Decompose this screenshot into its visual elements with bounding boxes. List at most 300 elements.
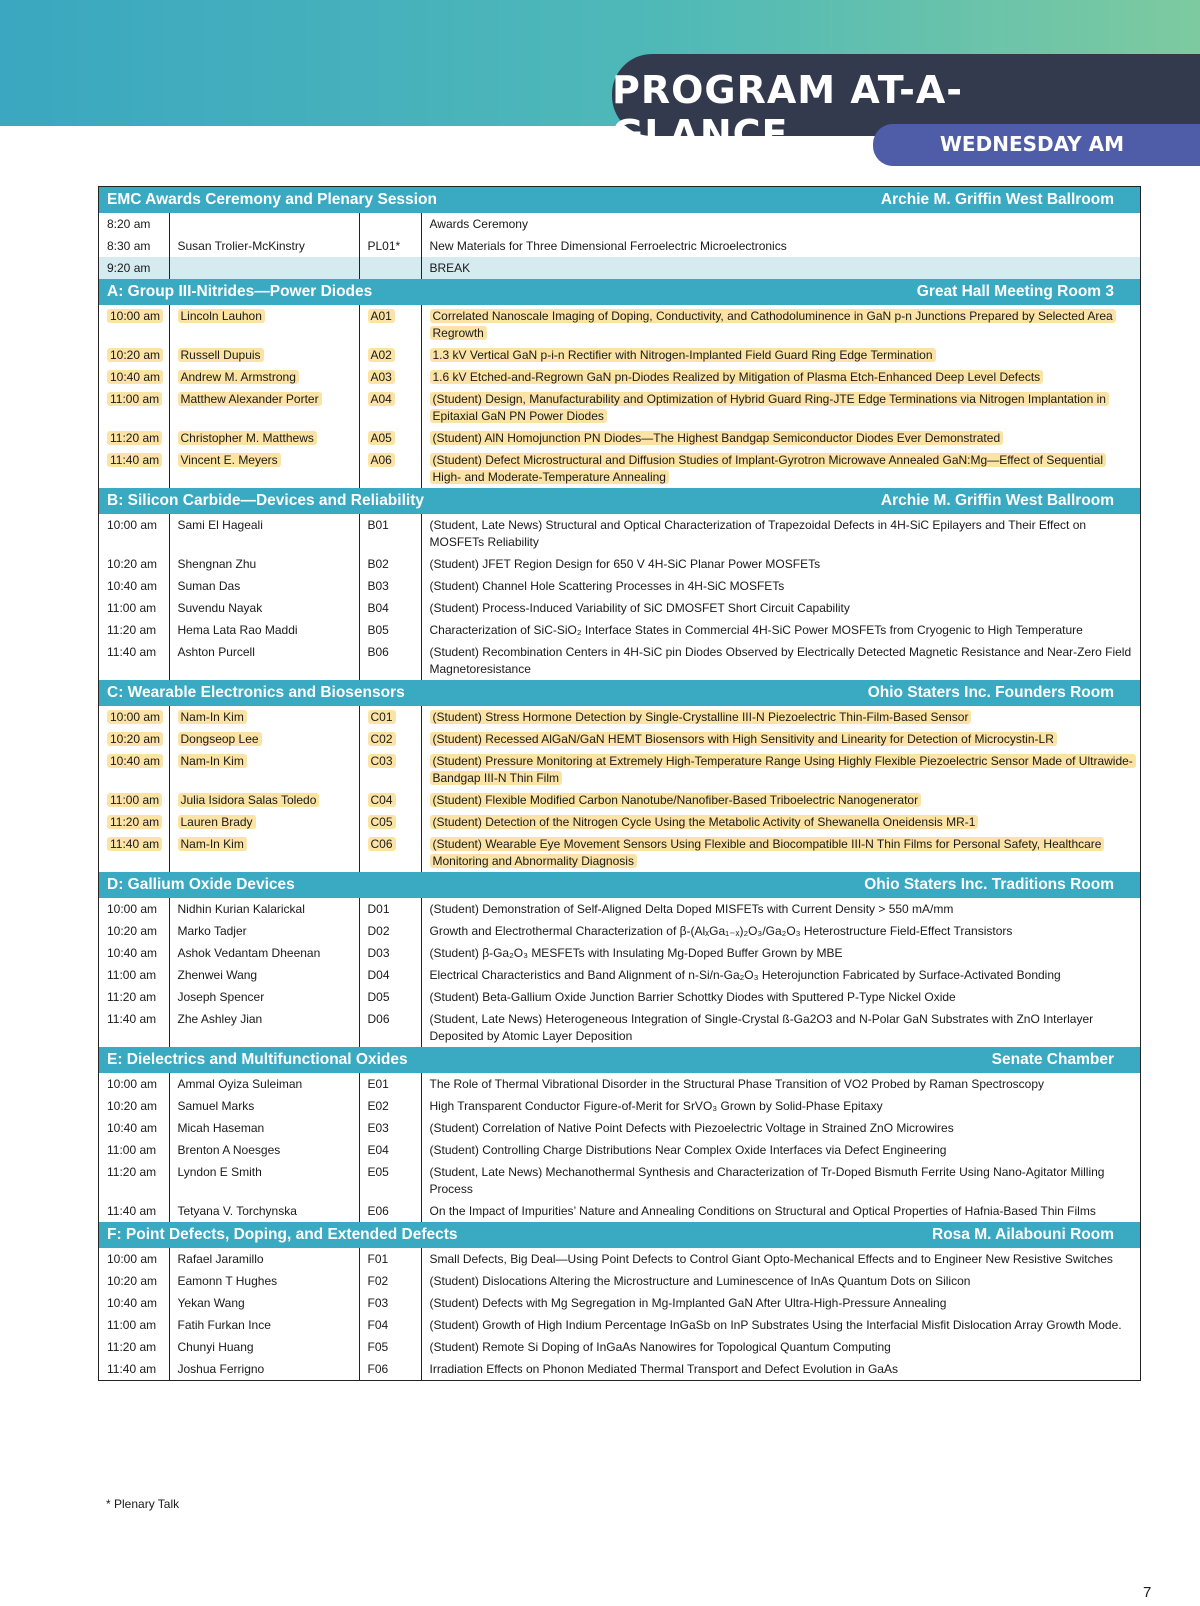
page-number: 7	[1143, 1584, 1152, 1601]
presenter-cell	[169, 575, 359, 597]
table-row	[99, 388, 1140, 427]
time-cell	[99, 1161, 169, 1200]
session-header	[99, 279, 1140, 305]
presenter-cell	[169, 1270, 359, 1292]
time-cell	[99, 750, 169, 789]
time-cell	[99, 920, 169, 942]
title-cell-text: (Student) Remote Si Doping of InGaAs Nanowires for Topological Quantum Computing	[429, 1339, 891, 1354]
title-cell-text: (Student) Recombination Centers in 4H-SiC pin Diodes Observed by Electrically Detected Magnetic Resistance and Near-Zero Field Magnetoresistance	[429, 644, 1132, 676]
time-cell-text: 11:40 am	[107, 644, 157, 659]
code-cell	[359, 898, 421, 920]
presenter-cell	[169, 1336, 359, 1358]
code-cell	[359, 750, 421, 789]
code-cell	[359, 235, 421, 257]
time-cell	[99, 235, 169, 257]
presenter-cell	[169, 597, 359, 619]
table-row	[99, 1073, 1140, 1095]
time-cell	[99, 833, 169, 872]
session-table	[99, 1248, 1140, 1380]
time-cell-text: 10:00 am	[107, 901, 158, 916]
session-room: Archie M. Griffin West Ballroom	[880, 191, 1114, 208]
title-cell-text: Awards Ceremony	[429, 216, 528, 231]
code-cell	[359, 920, 421, 942]
table-row	[99, 728, 1140, 750]
presenter-cell	[169, 366, 359, 388]
code-cell	[359, 1139, 421, 1161]
presenter-cell-text: Matthew Alexander Porter	[178, 392, 322, 406]
title-cell-text: (Student) Beta-Gallium Oxide Junction Barrier Schottky Diodes with Sputtered P-Type Nickel Oxide	[429, 989, 956, 1004]
code-cell-text: C03	[368, 754, 396, 768]
title-cell-text: (Student) Process-Induced Variability of SiC DMOSFET Short Circuit Capability	[429, 600, 850, 615]
time-cell	[99, 344, 169, 366]
code-cell-text: E03	[367, 1120, 389, 1135]
table-row	[99, 920, 1140, 942]
code-cell	[359, 366, 421, 388]
code-cell-text: F04	[367, 1317, 389, 1332]
presenter-cell-text: Nam-In Kim	[178, 754, 247, 768]
table-row	[99, 1248, 1140, 1270]
table-row	[99, 811, 1140, 833]
table-row	[99, 1270, 1140, 1292]
time-cell	[99, 619, 169, 641]
title-cell	[421, 597, 1140, 619]
title-cell-text: (Student) Correlation of Native Point Defects with Piezoelectric Voltage in Strained ZnO Microwires	[429, 1120, 954, 1135]
code-cell	[359, 575, 421, 597]
presenter-cell	[169, 964, 359, 986]
presenter-cell-text: Nam-In Kim	[178, 710, 247, 724]
code-cell-text: F06	[367, 1361, 389, 1376]
presenter-cell-text: Fatih Furkan Ince	[177, 1317, 271, 1332]
code-cell	[359, 1270, 421, 1292]
presenter-cell-text: Zhenwei Wang	[177, 967, 258, 982]
session-header	[99, 680, 1140, 706]
code-cell	[359, 789, 421, 811]
presenter-cell	[169, 920, 359, 942]
code-cell-text: C06	[368, 837, 396, 851]
title-cell-text: (Student) Growth of High Indium Percentage InGaSb on InP Substrates Using the Interfacial Misfit Dislocation Array Growth Mode.	[429, 1317, 1122, 1332]
code-cell	[359, 942, 421, 964]
table-row	[99, 344, 1140, 366]
code-cell	[359, 514, 421, 553]
title-cell-text: Irradiation Effects on Phonon Mediated Thermal Transport and Defect Evolution in GaAs	[429, 1361, 898, 1376]
title-cell	[421, 1292, 1140, 1314]
title-cell-text: (Student) Design, Manufacturability and Optimization of Hybrid Guard Ring-JTE Edge Terminations via Nitrogen Implantation in Epitaxial GaN PN Power Diodes	[430, 392, 1109, 423]
time-cell-text: 10:20 am	[107, 1098, 158, 1113]
title-cell-text: (Student) Defects with Mg Segregation in Mg-Implanted GaN After Ultra-High-Pressure Annealing	[429, 1295, 947, 1310]
title-cell	[421, 706, 1140, 728]
session-name: A: Group III-Nitrides—Power Diodes	[107, 283, 373, 300]
table-row	[99, 1008, 1140, 1047]
session-header	[99, 488, 1140, 514]
presenter-cell-text: Yekan Wang	[177, 1295, 245, 1310]
presenter-cell-text: Joseph Spencer	[177, 989, 265, 1004]
code-cell	[359, 553, 421, 575]
title-cell-text: (Student) Detection of the Nitrogen Cycle Using the Metabolic Activity of Shewanella Oneidensis MR-1	[430, 815, 979, 829]
session-name: E: Dielectrics and Multifunctional Oxides	[107, 1051, 408, 1068]
session-room: Senate Chamber	[991, 1051, 1114, 1068]
time-cell	[99, 257, 169, 279]
title-cell-text: New Materials for Three Dimensional Ferroelectric Microelectronics	[429, 238, 787, 253]
presenter-cell	[169, 1117, 359, 1139]
session-table	[99, 898, 1140, 1047]
table-row	[99, 1139, 1140, 1161]
code-cell	[359, 388, 421, 427]
title-cell-text: (Student) Flexible Modified Carbon Nanotube/Nanofiber-Based Triboelectric Nanogenerator	[430, 793, 922, 807]
session-table	[99, 305, 1140, 488]
session-header	[99, 872, 1140, 898]
title-cell-text: 1.3 kV Vertical GaN p-i-n Rectifier with Nitrogen-Implanted Field Guard Ring Edge Termination	[430, 348, 936, 362]
presenter-cell	[169, 811, 359, 833]
presenter-cell-text: Lincoln Lauhon	[178, 309, 265, 323]
time-cell	[99, 1336, 169, 1358]
title-cell	[421, 964, 1140, 986]
title-cell	[421, 1073, 1140, 1095]
table-row	[99, 833, 1140, 872]
presenter-cell-text: Samuel Marks	[177, 1098, 255, 1113]
code-cell	[359, 1008, 421, 1047]
time-cell	[99, 789, 169, 811]
title-cell-text: (Student) Wearable Eye Movement Sensors Using Flexible and Biocompatible III-N Thin Films for Personal Safety, Healthcare Monitoring and Abnormality Diagnosis	[430, 837, 1105, 868]
presenter-cell	[169, 1314, 359, 1336]
title-cell	[421, 213, 1140, 235]
title-cell-text: (Student, Late News) Structural and Optical Characterization of Trapezoidal Defects in 4H-SiC Epilayers and Their Effect on MOSFETs Reliability	[429, 517, 1087, 549]
code-cell-text: C01	[368, 710, 396, 724]
time-cell	[99, 942, 169, 964]
time-cell-text: 11:20 am	[107, 431, 162, 445]
time-cell	[99, 986, 169, 1008]
time-cell-text: 10:40 am	[107, 578, 158, 593]
time-cell-text: 10:40 am	[107, 370, 163, 384]
title-cell	[421, 575, 1140, 597]
presenter-cell	[169, 1073, 359, 1095]
title-cell	[421, 986, 1140, 1008]
presenter-cell-text: Joshua Ferrigno	[177, 1361, 265, 1376]
session-table	[99, 706, 1140, 872]
presenter-cell	[169, 1095, 359, 1117]
code-cell	[359, 427, 421, 449]
code-cell	[359, 641, 421, 680]
table-row	[99, 706, 1140, 728]
presenter-cell-text: Andrew M. Armstrong	[178, 370, 299, 384]
title-cell	[421, 728, 1140, 750]
title-cell-text: Small Defects, Big Deal—Using Point Defects to Control Giant Opto-Mechanical Effects and to Engineer New Resistive Switches	[429, 1251, 1113, 1266]
time-cell-text: 10:20 am	[107, 732, 163, 746]
table-row	[99, 789, 1140, 811]
time-cell	[99, 1117, 169, 1139]
code-cell-text: A05	[368, 431, 395, 445]
title-cell-text: (Student) β-Ga₂O₃ MESFETs with Insulating Mg-Doped Buffer Grown by MBE	[429, 945, 843, 960]
code-cell-text: F01	[367, 1251, 389, 1266]
code-cell-text: B02	[367, 556, 389, 571]
time-cell	[99, 706, 169, 728]
table-row	[99, 1292, 1140, 1314]
title-cell-text: (Student) Recessed AlGaN/GaN HEMT Biosensors with High Sensitivity and Linearity for Detection of Microcystin-LR	[430, 732, 1057, 746]
title-cell	[421, 1248, 1140, 1270]
time-cell	[99, 427, 169, 449]
page-subtitle: WEDNESDAY AM	[939, 132, 1124, 156]
title-cell-text: (Student) Defect Microstructural and Diffusion Studies of Implant-Gyrotron Microwave Annealed GaN:Mg—Effect of Sequential High- and Moderate-Temperature Annealing	[430, 453, 1107, 484]
code-cell	[359, 213, 421, 235]
session-table	[99, 514, 1140, 680]
time-cell-text: 11:00 am	[107, 1142, 157, 1157]
time-cell-text: 10:00 am	[107, 517, 158, 532]
time-cell	[99, 1200, 169, 1222]
session-header	[99, 1047, 1140, 1073]
session-room: Great Hall Meeting Room 3	[916, 283, 1114, 300]
title-cell	[421, 1358, 1140, 1380]
code-cell	[359, 811, 421, 833]
presenter-cell-text: Sami El Hageali	[177, 517, 263, 532]
code-cell	[359, 986, 421, 1008]
time-cell	[99, 1292, 169, 1314]
time-cell-text: 10:00 am	[107, 710, 163, 724]
code-cell-text: D02	[367, 923, 390, 938]
code-cell-text: A06	[368, 453, 395, 467]
time-cell-text: 11:20 am	[107, 989, 157, 1004]
code-cell-text: E02	[367, 1098, 389, 1113]
presenter-cell	[169, 213, 359, 235]
presenter-cell	[169, 1008, 359, 1047]
presenter-cell-text: Christopher M. Matthews	[178, 431, 317, 445]
presenter-cell-text: Vincent E. Meyers	[178, 453, 281, 467]
table-row	[99, 1314, 1140, 1336]
code-cell-text: A03	[368, 370, 395, 384]
title-cell-text: (Student) AlN Homojunction PN Diodes—The Highest Bandgap Semiconductor Diodes Ever Demonstrated	[430, 431, 1004, 445]
session-room: Rosa M. Ailabouni Room	[932, 1226, 1114, 1243]
time-cell-text: 10:00 am	[107, 1076, 158, 1091]
presenter-cell-text: Dongseop Lee	[178, 732, 262, 746]
time-cell	[99, 366, 169, 388]
schedule-table	[98, 186, 1141, 1381]
time-cell	[99, 449, 169, 488]
time-cell-text: 11:00 am	[107, 967, 157, 982]
code-cell	[359, 728, 421, 750]
code-cell	[359, 1292, 421, 1314]
code-cell-text: C05	[368, 815, 396, 829]
time-cell	[99, 1314, 169, 1336]
title-cell	[421, 811, 1140, 833]
time-cell-text: 10:40 am	[107, 754, 163, 768]
presenter-cell-text: Susan Trolier-McKinstry	[177, 238, 305, 253]
title-cell	[421, 641, 1140, 680]
presenter-cell-text: Rafael Jaramillo	[177, 1251, 264, 1266]
title-cell-text: (Student) Controlling Charge Distributions Near Complex Oxide Interfaces via Defect Engineering	[429, 1142, 947, 1157]
title-cell	[421, 427, 1140, 449]
title-cell	[421, 920, 1140, 942]
presenter-cell	[169, 235, 359, 257]
presenter-cell	[169, 388, 359, 427]
title-cell	[421, 553, 1140, 575]
code-cell-text: B03	[367, 578, 389, 593]
code-cell	[359, 1095, 421, 1117]
presenter-cell-text: Hema Lata Rao Maddi	[177, 622, 298, 637]
code-cell-text: B06	[367, 644, 389, 659]
time-cell	[99, 811, 169, 833]
time-cell-text: 11:00 am	[107, 392, 162, 406]
time-cell	[99, 213, 169, 235]
code-cell-text: B01	[367, 517, 389, 532]
title-cell	[421, 789, 1140, 811]
title-cell	[421, 235, 1140, 257]
code-cell-text: E05	[367, 1164, 389, 1179]
session-table	[99, 1073, 1140, 1222]
table-row	[99, 575, 1140, 597]
presenter-cell-text: Brenton A Noesges	[177, 1142, 281, 1157]
time-cell-text: 11:20 am	[107, 622, 157, 637]
time-cell	[99, 1139, 169, 1161]
time-cell	[99, 1008, 169, 1047]
time-cell	[99, 597, 169, 619]
presenter-cell-text: Eamonn T Hughes	[177, 1273, 278, 1288]
presenter-cell-text: Russell Dupuis	[178, 348, 264, 362]
code-cell-text: B04	[367, 600, 389, 615]
code-cell-text: F05	[367, 1339, 389, 1354]
time-cell-text: 11:40 am	[107, 1361, 157, 1376]
table-row	[99, 1161, 1140, 1200]
title-cell	[421, 750, 1140, 789]
time-cell-text: 10:20 am	[107, 348, 163, 362]
title-cell-text: Electrical Characteristics and Band Alignment of n-Si/n-Ga₂O₃ Heterojunction Fabricated by Surface-Activated Bonding	[429, 967, 1061, 982]
title-cell-text: (Student) Demonstration of Self-Aligned Delta Doped MISFETs with Current Density > 550 mA/mm	[429, 901, 954, 916]
table-row	[99, 235, 1140, 257]
session-room: Ohio Staters Inc. Founders Room	[867, 684, 1114, 701]
presenter-cell	[169, 305, 359, 344]
code-cell	[359, 964, 421, 986]
code-cell-text: A02	[368, 348, 395, 362]
title-cell	[421, 388, 1140, 427]
time-cell	[99, 575, 169, 597]
title-cell-text: (Student) Pressure Monitoring at Extremely High-Temperature Range Using Highly Flexible Piezoelectric Sensor Made of Ultrawide-Bandgap III-N Thin Film	[430, 754, 1136, 785]
time-cell-text: 11:20 am	[107, 1339, 157, 1354]
presenter-cell-text: Shengnan Zhu	[177, 556, 257, 571]
session-room: Archie M. Griffin West Ballroom	[880, 492, 1114, 509]
title-cell	[421, 1117, 1140, 1139]
code-cell	[359, 706, 421, 728]
time-cell-text: 11:00 am	[107, 600, 157, 615]
presenter-cell	[169, 514, 359, 553]
table-row	[99, 553, 1140, 575]
title-cell	[421, 1139, 1140, 1161]
presenter-cell	[169, 833, 359, 872]
code-cell-text: A04	[368, 392, 395, 406]
presenter-cell	[169, 553, 359, 575]
time-cell-text: 9:20 am	[107, 260, 151, 275]
footnote: * Plenary Talk	[106, 1497, 180, 1511]
title-cell-text: (Student) Stress Hormone Detection by Single-Crystalline III-N Piezoelectric Thin-Film-Based Sensor	[430, 710, 972, 724]
title-cell-text: On the Impact of Impurities’ Nature and Annealing Conditions on Structural and Optical Properties of Hafnia-Based Thin Films	[429, 1203, 1096, 1218]
table-row	[99, 619, 1140, 641]
code-cell	[359, 1161, 421, 1200]
code-cell-text: D04	[367, 967, 390, 982]
table-row	[99, 213, 1140, 235]
presenter-cell	[169, 942, 359, 964]
code-cell-text: E06	[367, 1203, 389, 1218]
title-cell-text: Correlated Nanoscale Imaging of Doping, Conductivity, and Cathodoluminence in GaN p-n Junctions Prepared by Selected Area Regrowth	[430, 309, 1116, 340]
title-cell	[421, 619, 1140, 641]
session-name: B: Silicon Carbide—Devices and Reliability	[107, 492, 424, 509]
code-cell	[359, 305, 421, 344]
title-cell	[421, 942, 1140, 964]
table-row	[99, 1336, 1140, 1358]
session-name: EMC Awards Ceremony and Plenary Session	[107, 191, 437, 208]
code-cell	[359, 1314, 421, 1336]
title-cell	[421, 344, 1140, 366]
code-cell	[359, 1117, 421, 1139]
presenter-cell-text: Micah Haseman	[177, 1120, 265, 1135]
time-cell-text: 10:40 am	[107, 945, 158, 960]
title-cell	[421, 1314, 1140, 1336]
title-cell	[421, 449, 1140, 488]
time-cell-text: 10:40 am	[107, 1120, 158, 1135]
time-cell-text: 10:20 am	[107, 556, 158, 571]
presenter-cell	[169, 728, 359, 750]
code-cell-text: D06	[367, 1011, 390, 1026]
presenter-cell-text: Ashton Purcell	[177, 644, 255, 659]
code-cell-text: D05	[367, 989, 390, 1004]
code-cell	[359, 1073, 421, 1095]
title-cell	[421, 514, 1140, 553]
time-cell	[99, 305, 169, 344]
table-row	[99, 750, 1140, 789]
code-cell	[359, 1336, 421, 1358]
table-row	[99, 449, 1140, 488]
code-cell	[359, 833, 421, 872]
presenter-cell	[169, 1358, 359, 1380]
code-cell-text: C04	[368, 793, 396, 807]
presenter-cell	[169, 641, 359, 680]
time-cell-text: 10:40 am	[107, 1295, 158, 1310]
presenter-cell-text: Zhe Ashley Jian	[177, 1011, 263, 1026]
presenter-cell-text: Julia Isidora Salas Toledo	[178, 793, 320, 807]
code-cell-text: E04	[367, 1142, 389, 1157]
time-cell-text: 10:20 am	[107, 923, 158, 938]
presenter-cell-text: Ammal Oyiza Suleiman	[177, 1076, 303, 1091]
presenter-cell	[169, 619, 359, 641]
table-row	[99, 942, 1140, 964]
table-row	[99, 898, 1140, 920]
code-cell	[359, 1248, 421, 1270]
presenter-cell	[169, 257, 359, 279]
title-cell	[421, 1336, 1140, 1358]
title-cell	[421, 1200, 1140, 1222]
presenter-cell	[169, 344, 359, 366]
presenter-cell-text: Suvendu Nayak	[177, 600, 263, 615]
title-cell	[421, 1008, 1140, 1047]
title-cell-text: High Transparent Conductor Figure-of-Merit for SrVO₃ Grown by Solid-Phase Epitaxy	[429, 1098, 883, 1113]
code-cell	[359, 449, 421, 488]
subtitle-tab	[873, 124, 1200, 166]
time-cell-text: 11:40 am	[107, 837, 162, 851]
presenter-cell-text: Lyndon E Smith	[177, 1164, 262, 1179]
session-table	[99, 213, 1140, 279]
table-row	[99, 964, 1140, 986]
table-row	[99, 597, 1140, 619]
code-cell	[359, 1200, 421, 1222]
code-cell-text: D01	[367, 901, 390, 916]
time-cell	[99, 1358, 169, 1380]
title-cell-text: (Student, Late News) Heterogeneous Integration of Single-Crystal ß-Ga2O3 and N-Polar GaN Substrates with ZnO Interlayer Deposited by Atomic Layer Deposition	[429, 1011, 1094, 1043]
table-row	[99, 1200, 1140, 1222]
presenter-cell	[169, 1200, 359, 1222]
session-header	[99, 1222, 1140, 1248]
table-row	[99, 1358, 1140, 1380]
code-cell	[359, 257, 421, 279]
presenter-cell	[169, 449, 359, 488]
session-name: F: Point Defects, Doping, and Extended Defects	[107, 1226, 458, 1243]
presenter-cell-text: Marko Tadjer	[177, 923, 247, 938]
title-cell-text: The Role of Thermal Vibrational Disorder in the Structural Phase Transition of VO2 Probed by Raman Spectroscopy	[429, 1076, 1045, 1091]
time-cell	[99, 1095, 169, 1117]
